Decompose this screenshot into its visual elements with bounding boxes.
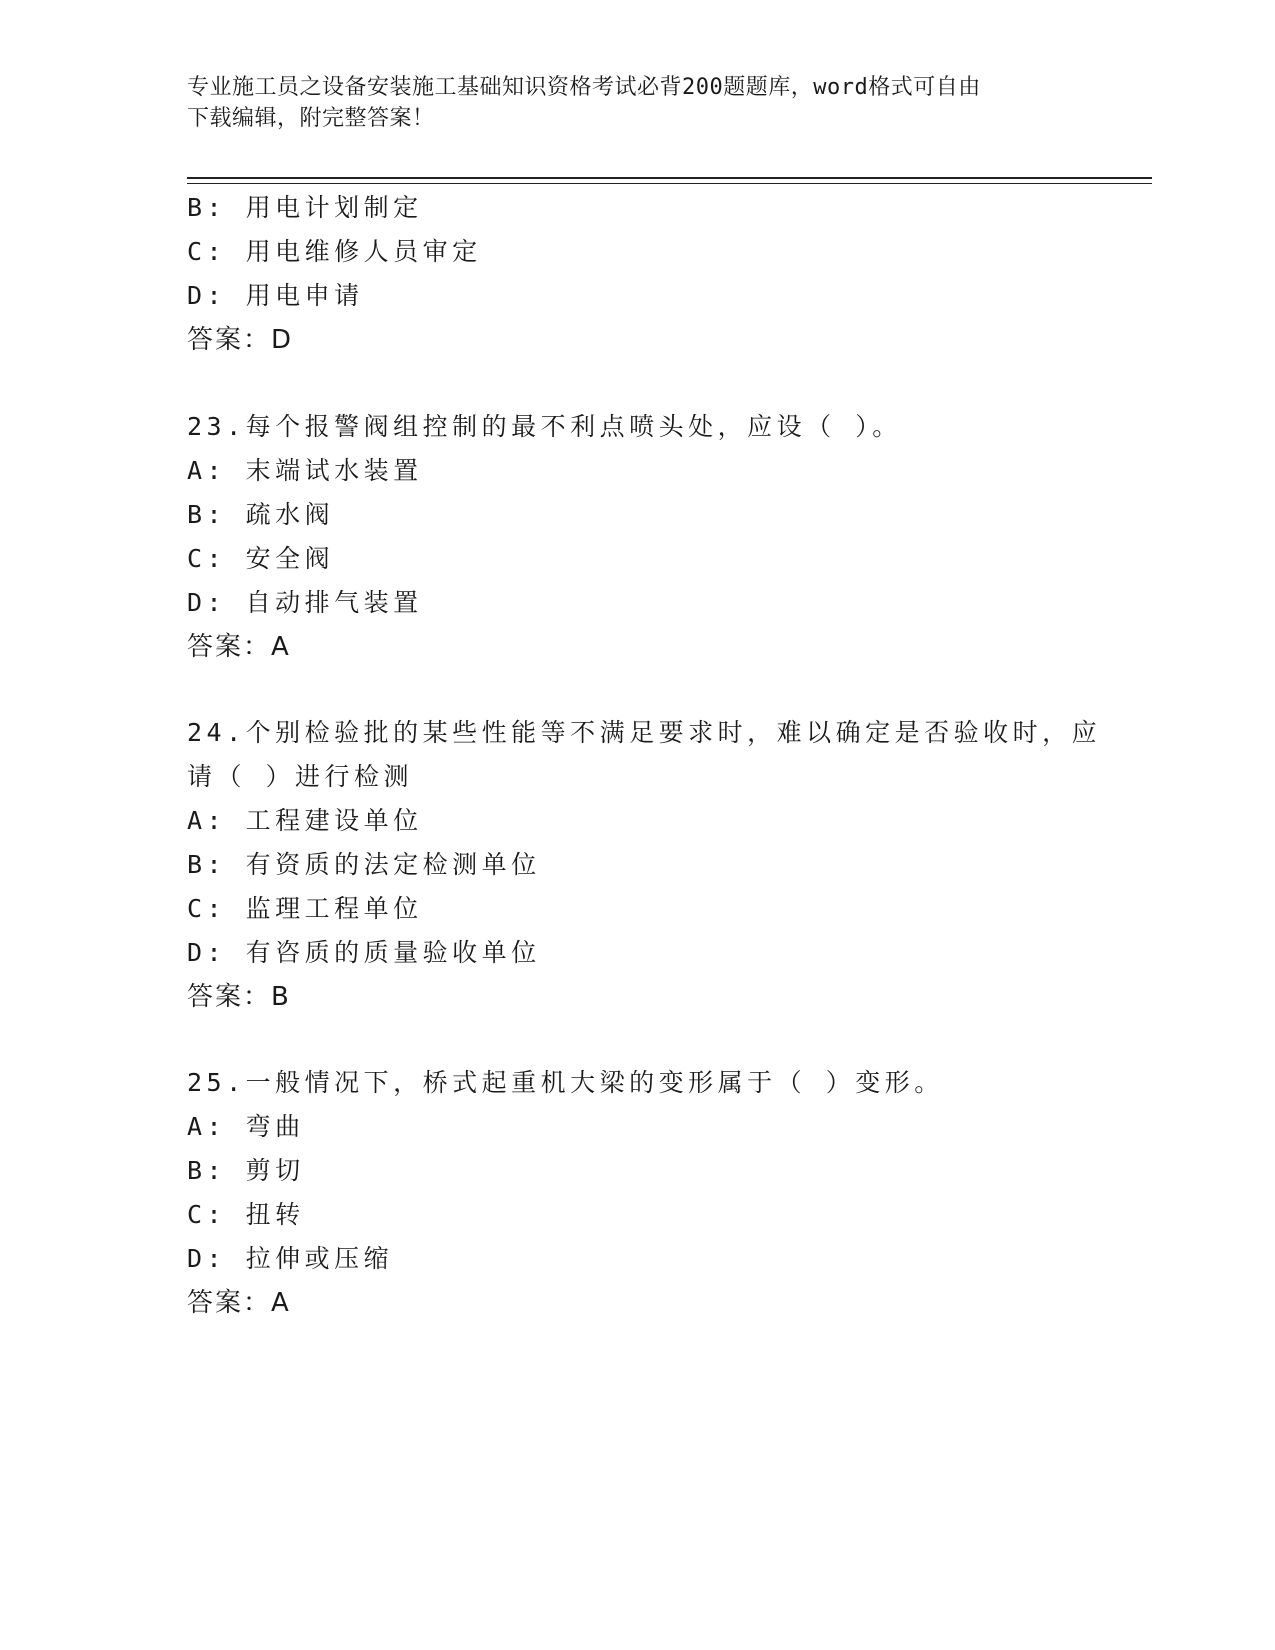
q22-option-d: D: 用电申请 bbox=[187, 281, 364, 310]
header-title-line-1: 专业施工员之设备安装施工基础知识资格考试必背200题题库，word格式可自由 bbox=[187, 75, 981, 100]
header-title-line-2: 下载编辑，附完整答案！ bbox=[187, 106, 435, 131]
q23-answer: 答案：A bbox=[187, 632, 291, 662]
q23-option-c: C: 安全阀 bbox=[187, 544, 335, 573]
q24-question-line-2: 请（ ）进行检测 bbox=[187, 762, 414, 791]
q25-option-a: A: 弯曲 bbox=[187, 1112, 305, 1141]
q24-question-line-1: 24.个别检验批的某些性能等不满足要求时，难以确定是否验收时，应 bbox=[187, 718, 1102, 747]
header-divider-thick bbox=[187, 177, 1152, 179]
q24-option-b: B: 有资质的法定检测单位 bbox=[187, 850, 541, 879]
q25-option-c: C: 扭转 bbox=[187, 1200, 305, 1229]
q25-option-d: D: 拉伸或压缩 bbox=[187, 1244, 394, 1273]
q25-option-b: B: 剪切 bbox=[187, 1156, 305, 1185]
q24-answer: 答案：B bbox=[187, 982, 291, 1012]
q23-option-d: D: 自动排气装置 bbox=[187, 588, 423, 617]
q24-option-c: C: 监理工程单位 bbox=[187, 894, 423, 923]
q25-answer: 答案：A bbox=[187, 1288, 291, 1318]
q23-question: 23.每个报警阀组控制的最不利点喷头处，应设（ ）。 bbox=[187, 412, 902, 441]
q24-option-a: A: 工程建设单位 bbox=[187, 806, 423, 835]
document-header bbox=[187, 72, 1067, 134]
header-divider-thin bbox=[187, 183, 1152, 184]
q23-option-a: A: 末端试水装置 bbox=[187, 456, 423, 485]
q22-option-b: B: 用电计划制定 bbox=[187, 193, 423, 222]
q22-option-c: C: 用电维修人员审定 bbox=[187, 237, 482, 266]
q22-answer: 答案：D bbox=[187, 325, 294, 355]
q25-question: 25.一般情况下，桥式起重机大梁的变形属于（ ）变形。 bbox=[187, 1068, 944, 1097]
q24-option-d: D: 有咨质的质量验收单位 bbox=[187, 938, 541, 967]
q23-option-b: B: 疏水阀 bbox=[187, 500, 335, 529]
